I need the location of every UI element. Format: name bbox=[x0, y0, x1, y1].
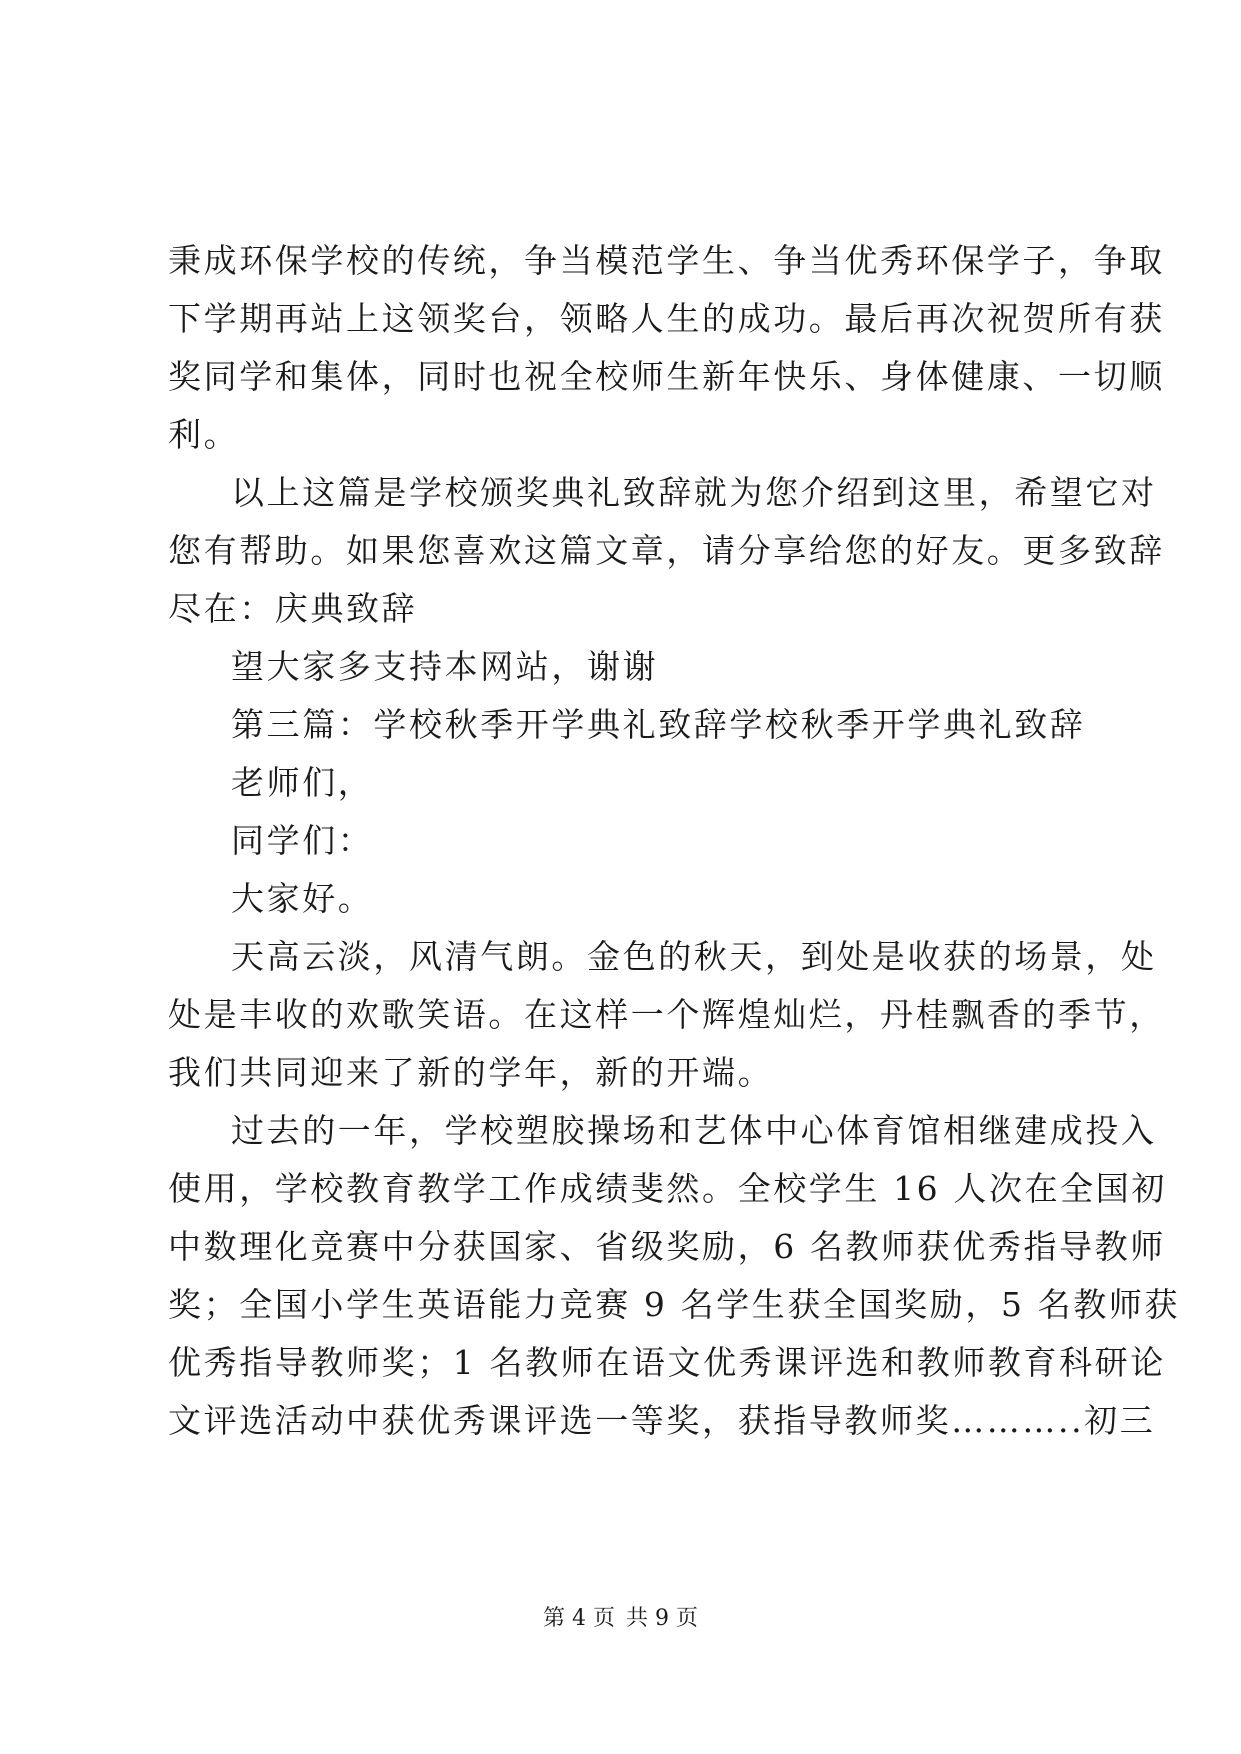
text-line: 大家好。 bbox=[231, 879, 374, 918]
text-line: 奖同学和集体，同时也祝全校师生新年快乐、身体健康、一切顺 bbox=[168, 357, 1165, 396]
text-line: 天高云淡，风清气朗。金色的秋天，到处是收获的场景，处 bbox=[231, 937, 1157, 976]
text-line: 以上这篇是学校颁奖典礼致辞就为您介绍到这里，希望它对 bbox=[231, 473, 1157, 512]
text-line: 老师们， bbox=[231, 763, 374, 802]
page-total: 共 9 页 bbox=[626, 1606, 698, 1631]
text-line: 奖；全国小学生英语能力竞赛 9 名学生获全国奖励，5 名教师获 bbox=[168, 1285, 1181, 1324]
text-line: 望大家多支持本网站，谢谢 bbox=[231, 647, 659, 686]
text-line: 优秀指导教师奖；1 名教师在语文优秀课评选和教师教育科研论 bbox=[168, 1343, 1166, 1382]
text-line: 文评选活动中获优秀课评选一等奖，获指导教师奖………..初三 bbox=[168, 1401, 1156, 1440]
text-line: 过去的一年，学校塑胶操场和艺体中心体育馆相继建成投入 bbox=[231, 1111, 1157, 1150]
section-heading: 第三篇：学校秋季开学典礼致辞学校秋季开学典礼致辞 bbox=[231, 705, 1086, 744]
text-line: 下学期再站上这领奖台，领略人生的成功。最后再次祝贺所有获 bbox=[168, 299, 1165, 338]
text-line: 我们共同迎来了新的学年，新的开端。 bbox=[168, 1053, 774, 1092]
text-line: 使用，学校教育教学工作成绩斐然。全校学生 16 人次在全国初 bbox=[168, 1169, 1167, 1208]
page-footer bbox=[0, 1604, 1241, 1634]
text-line: 处是丰收的欢歌笑语。在这样一个辉煌灿烂，丹桂飘香的季节， bbox=[168, 995, 1165, 1034]
text-line: 您有帮助。如果您喜欢这篇文章，请分享给您的好友。更多致辞 bbox=[168, 531, 1165, 570]
text-line: 同学们： bbox=[231, 821, 374, 860]
text-line: 利。 bbox=[168, 415, 240, 454]
text-line: 中数理化竞赛中分获国家、省级奖励，6 名教师获优秀指导教师 bbox=[168, 1227, 1166, 1266]
text-line: 秉成环保学校的传统，争当模范学生、争当优秀环保学子，争取 bbox=[168, 241, 1165, 280]
page-number: 第 4 页 bbox=[543, 1606, 615, 1631]
document-body bbox=[168, 232, 1181, 1450]
text-line: 尽在：庆典致辞 bbox=[168, 589, 418, 628]
